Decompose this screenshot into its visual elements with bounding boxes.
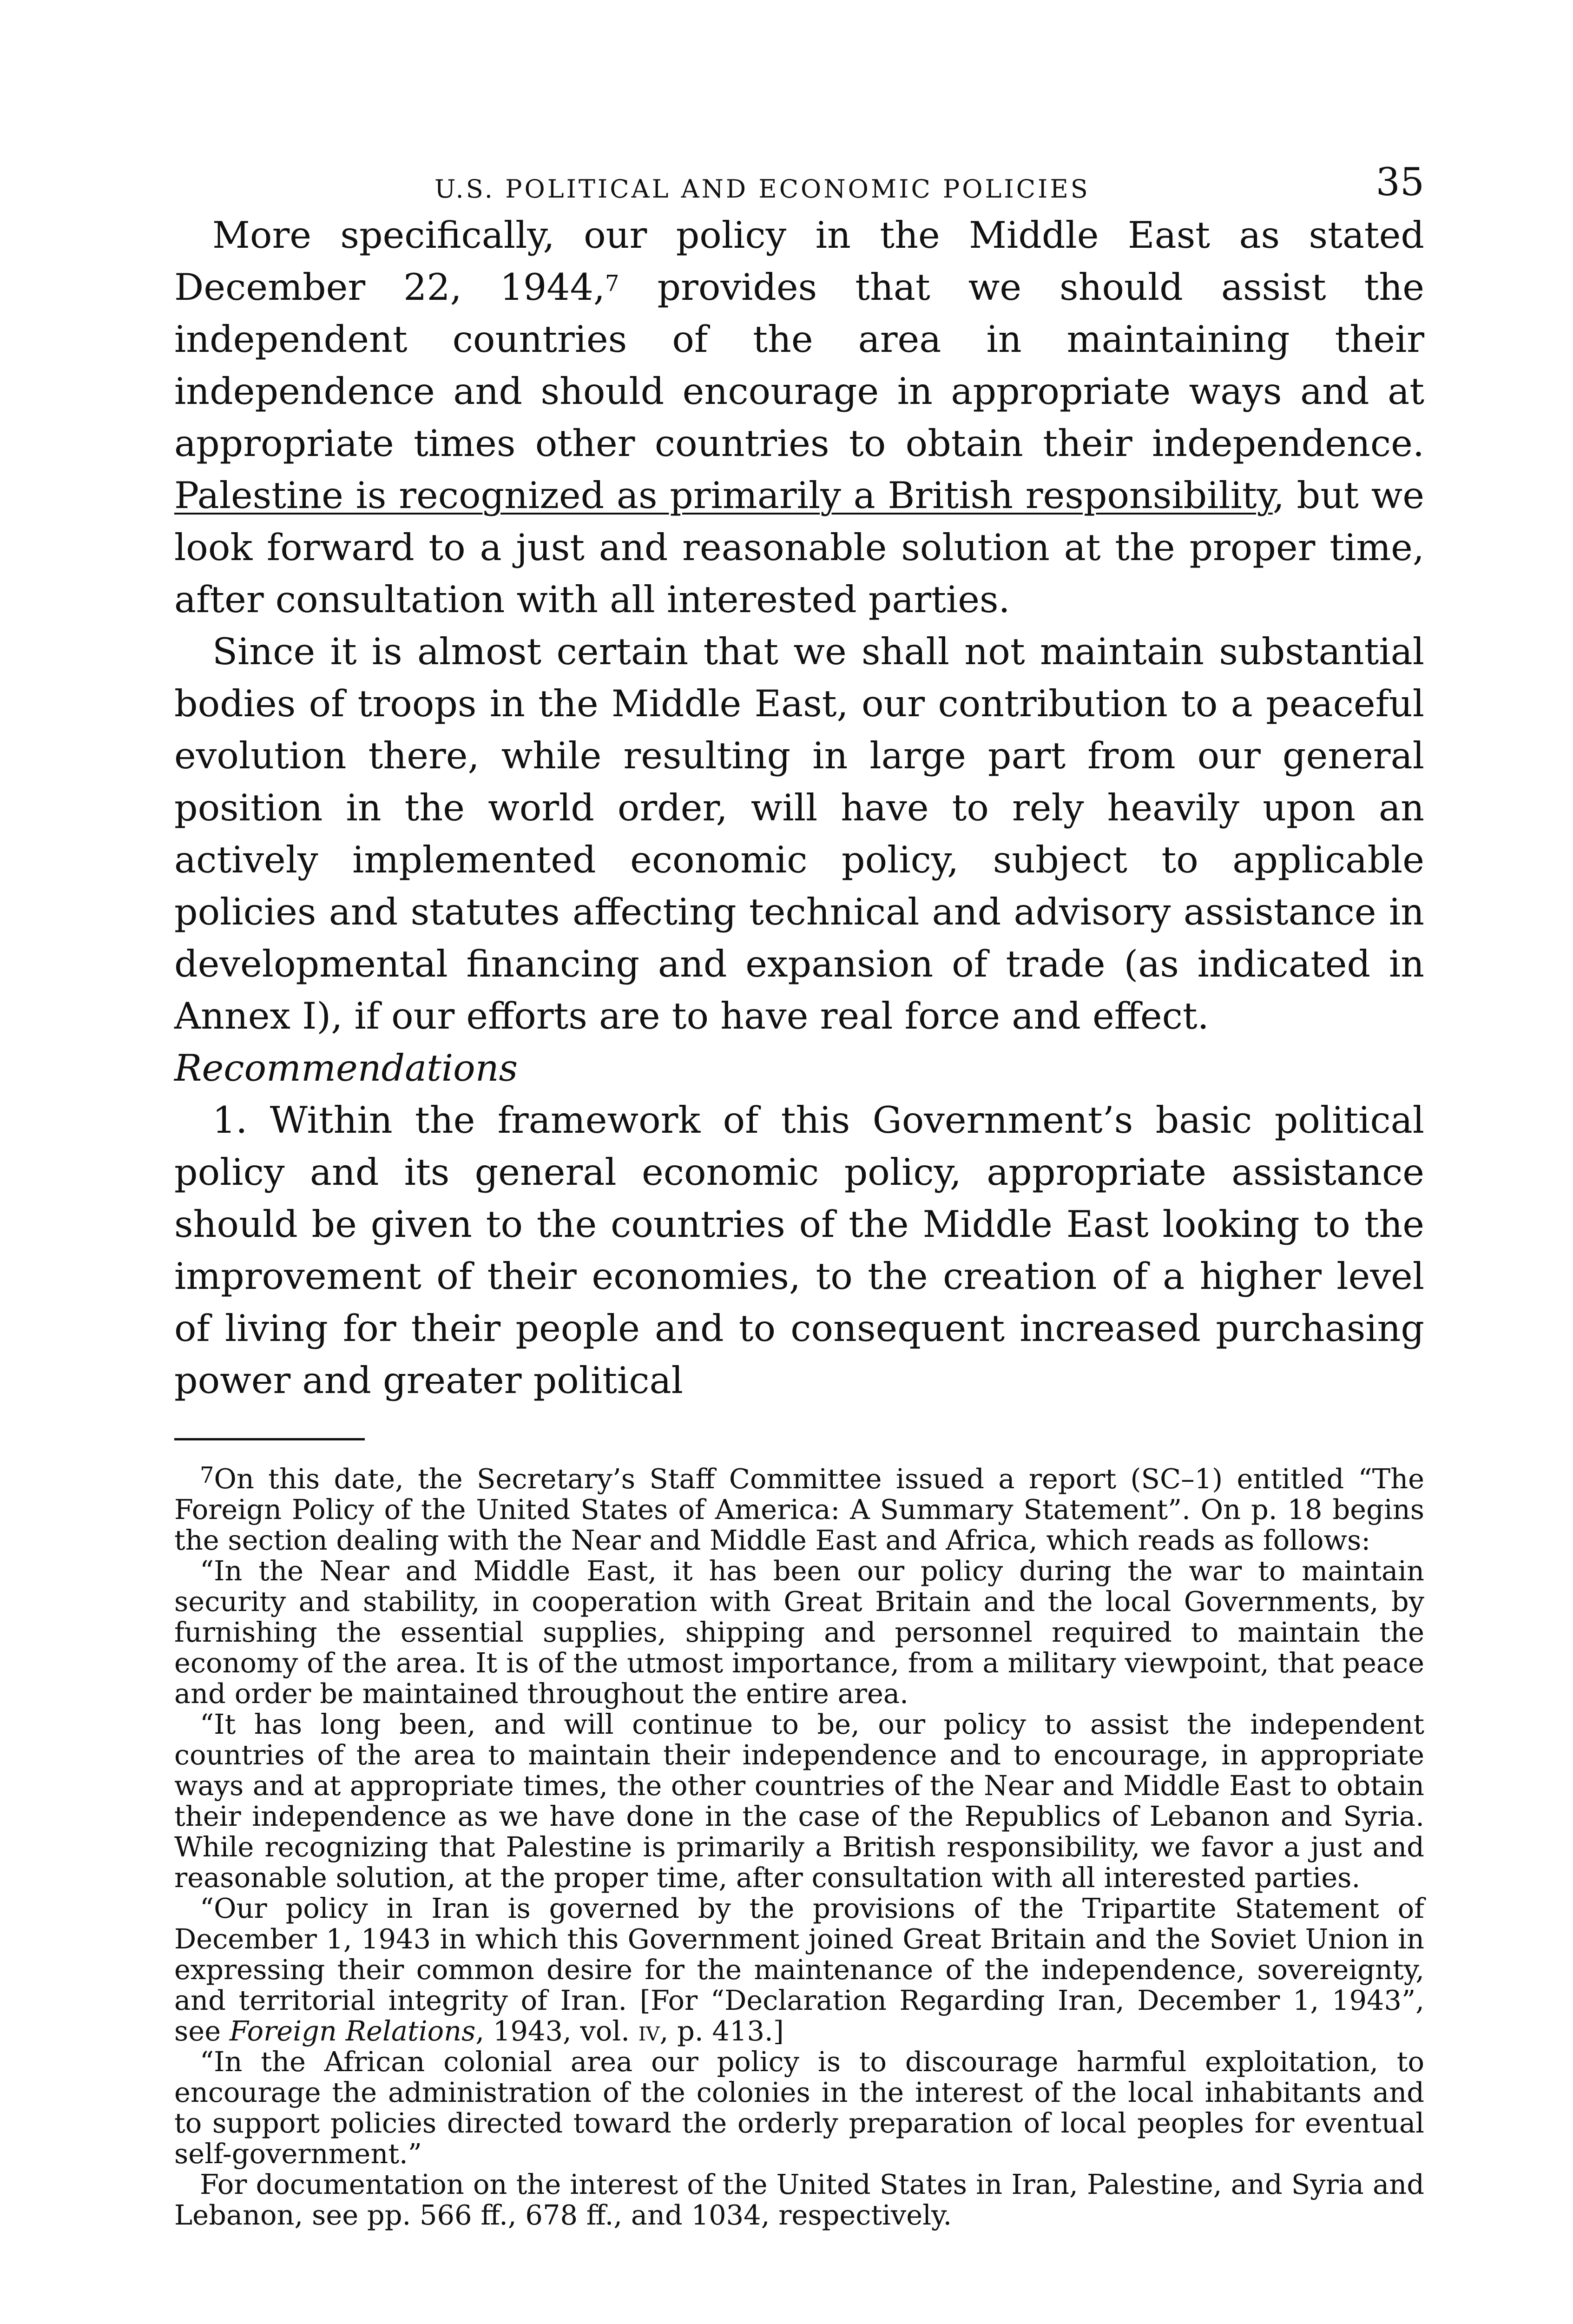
- paragraph-1-text: More specifically, our policy in the Middle East as stated December 22, 1944,: [174, 214, 1424, 309]
- footnote-quote-3-text: “Our policy in Iran is governed by the provisions of the Tripartite Statement of December 1, 1943 in which this Government joined Great Britain and the Soviet Union in expressing their common desire for the maintenance of the independence, sovereignty, and territorial integrity of Iran. [For “Declaration Regarding Iran, December 1, 1943”, see: [174, 1892, 1424, 2047]
- footnote-quote-2: “It has long been, and will continue to be, our policy to assist the independent countries of the area to maintain their independence and to encourage, in appropriate ways and at appropriate times, the other countries of the Near and Middle East to obtain their independence as we have done in the case of the Republics of Lebanon and Syria. While recognizing that Palestine is primarily a British responsibility, we favor a just and reasonable solution, at the proper time, after consultation with all interested parties.: [174, 1708, 1424, 1894]
- footnote-1-text: On this date, the Secretary’s Staff Committee issued a report (SC–1) entitled “The Foreign Policy of the United States of America: A Summary Statement”. On p. 18 begins the section dealing with the Near and Middle East and Africa, which reads as follows:: [174, 1463, 1424, 1556]
- footnote-quote-4: “In the African colonial area our policy is to discourage harmful exploitation, to encourage the administration of the colonies in the interest of the local inhabitants and to support policies directed toward the orderly preparation of local peoples for eventual self-government.”: [174, 2046, 1424, 2170]
- paragraph-1-text-end: , but we look forward to a just and reasonable solution at the proper time, after consultation with all interested parties.: [174, 474, 1424, 621]
- footnote-rule: [174, 1438, 365, 1440]
- document-page: [174, 153, 1424, 2231]
- page-header: [174, 153, 1424, 209]
- footnote-reference: 7: [605, 271, 619, 297]
- footnote-1: [174, 1464, 1424, 1556]
- body-text: [174, 209, 1424, 1406]
- footnote-quote-3: [174, 1893, 1424, 2047]
- paragraph-3: 1. Within the framework of this Government’s basic political policy and its general economic policy, appropriate assistance should be given to the countries of the Middle East looking to the improvement of their economies, to the creation of a higher level of living for their people and to consequent increased purchasing power and greater political: [174, 1099, 1424, 1402]
- underlined-passage: Palestine is recognized as primarily a British responsibility: [174, 474, 1273, 517]
- footnote-quote-3-end: , p. 413.]: [659, 2015, 784, 2047]
- volume-number: iv: [638, 2015, 660, 2047]
- paragraph-1: [174, 209, 1424, 626]
- paragraph-1-text-cont: provides that we should assist the independent countries of the area in maintaining their independence and should encourage in appropriate ways and at appropriate times other countries to obtain their independence.: [174, 266, 1424, 465]
- page-number: 35: [1376, 160, 1424, 205]
- footnote-documentation: For documentation on the interest of the United States in Iran, Palestine, and Syria and Lebanon, see pp. 566 ff., 678 ff., and 1034, respectively.: [174, 2168, 1424, 2231]
- footnotes: [174, 1464, 1424, 2231]
- running-title: U.S. POLITICAL AND ECONOMIC POLICIES: [434, 174, 1090, 204]
- footnote-marker: 7: [200, 1462, 214, 1488]
- footnote-quote-3-year: , 1943, vol.: [475, 2015, 638, 2047]
- footnote-quote-1: “In the Near and Middle East, it has been our policy during the war to maintain security and stability, in cooperation with Great Britain and the local Governments, by furnishing the essential supplies, shipping and personnel required to maintain the economy of the area. It is of the utmost importance, from a military viewpoint, that peace and order be maintained throughout the entire area.: [174, 1555, 1424, 1710]
- recommendations-heading: Recommendations: [174, 1047, 518, 1089]
- paragraph-2: Since it is almost certain that we shall not maintain substantial bodies of troops in the Middle East, our contribution to a peaceful evolution there, while resulting in large part from our general position in the world order, will have to rely heavily upon an actively implemented economic policy, subject to applicable policies and statutes affecting technical and advisory assistance in developmental financing and expansion of trade (as indicated in Annex I), if our efforts are to have real force and effect.: [174, 630, 1424, 1037]
- publication-title: Foreign Relations: [229, 2015, 476, 2047]
